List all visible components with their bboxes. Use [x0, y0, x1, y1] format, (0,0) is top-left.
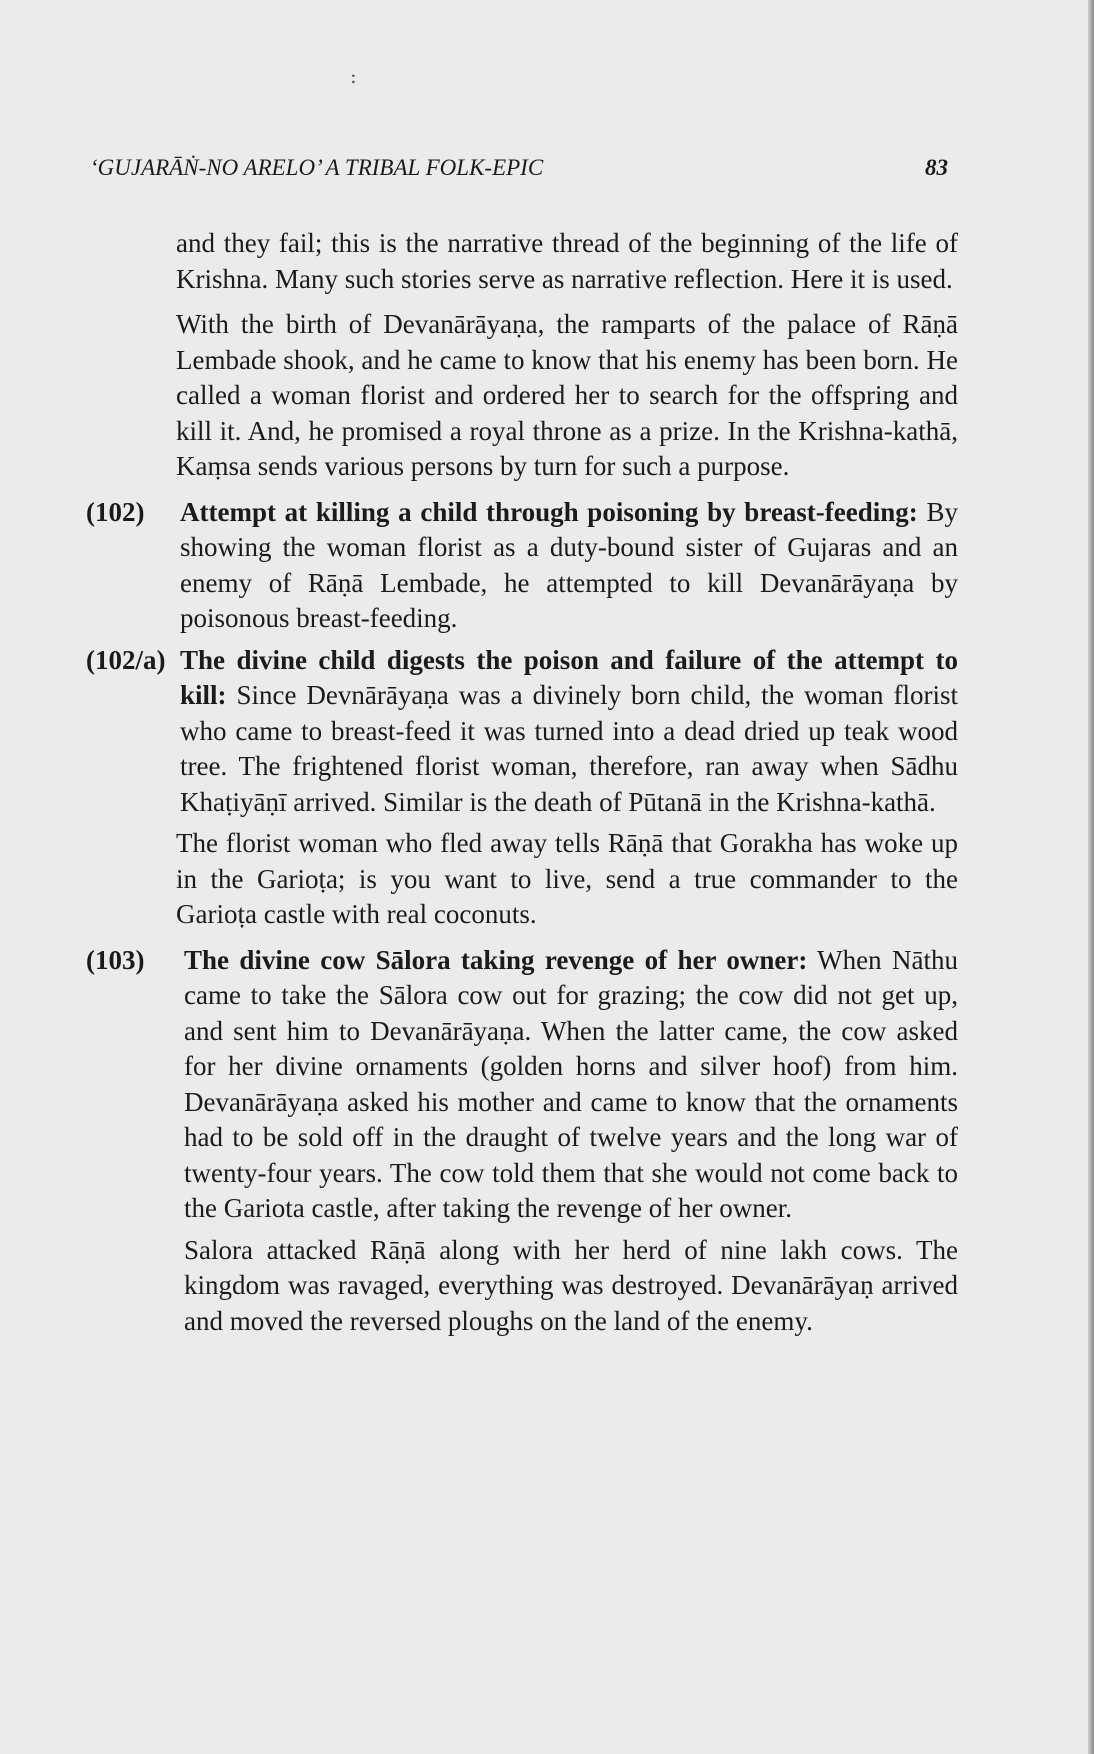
page-number: 83 [925, 155, 948, 180]
page-edge-shadow [1088, 0, 1094, 1754]
section-heading: Attempt at killing a child through poisoning by breast-feeding: [180, 496, 918, 527]
section-number: (103) [86, 944, 145, 975]
running-header [90, 155, 948, 181]
section-entry-102a [86, 643, 958, 821]
running-title: ‘GUJARĀṄ-NO ARELO’ A TRIBAL FOLK-EPIC [90, 155, 544, 180]
section-heading: The divine child digests the poison and failure of the attempt to kill: [180, 644, 958, 710]
section-number: (102) [86, 496, 145, 527]
paragraph: The florist woman who fled away tells Rāṇā that Gorakha has woke up in the Garioṭa; is you want to live, send a true commander to the Garioṭa castle with real coconuts. [176, 828, 958, 929]
paragraph: and they fail; this is the narrative thread of the beginning of the life of Krishna. Many such stories serve as narrative reflection. Here it is used. [176, 228, 958, 294]
scan-speck: : [350, 64, 357, 88]
section-entry-103 [86, 943, 958, 1227]
section-entry-102 [86, 495, 958, 637]
page-body [86, 226, 958, 1349]
paragraph: With the birth of Devanārāyaṇa, the ramparts of the palace of Rāṇā Lembade shook, and he came to know that his enemy has been born. He called a woman florist and ordered her to search for the offspring and kill it. And, he promised a royal throne as a prize. In the Krishna-kathā, Kaṃsa sends various persons by turn for such a purpose. [176, 309, 958, 481]
section-body: Since Devnārāyaṇa was a divinely born child, the woman florist who came to breast-feed it was turned into a dead dried up teak wood tree. The frightened florist woman, therefore, ran away when Sādhu Khaṭiyāṇī arrived. Similar is the death of Pūtanā in the Krishna-kathā. [180, 680, 958, 817]
section-heading: The divine cow Sālora taking revenge of her owner: [184, 944, 808, 975]
paragraph: Salora attacked Rāṇā along with her herd of nine lakh cows. The kingdom was ravaged, everything was destroyed. Devanārāyaṇ arrived and moved the reversed ploughs on the land of the enemy. [184, 1234, 958, 1336]
section-number: (102/a) [86, 644, 166, 675]
section-body: When Nāthu came to take the Sālora cow out for grazing; the cow did not get up, and sent him to Devanārāyaṇa. When the latter came, the cow asked for her divine ornaments (golden horns and silver hoof) from him. Devanārāyaṇa asked his mother and came to know that the ornaments had to be sold off in the draught of twelve years and the long war of twenty-four years. The cow told them that she would not come back to the Gariota castle, after taking the revenge of her owner. [184, 944, 958, 1223]
section-body: By showing the woman florist as a duty-bound sister of Gujaras and an enemy of Rāṇā Lembade, he attempted to kill Devanārāyaṇa by poisonous breast-feeding. [180, 496, 959, 633]
